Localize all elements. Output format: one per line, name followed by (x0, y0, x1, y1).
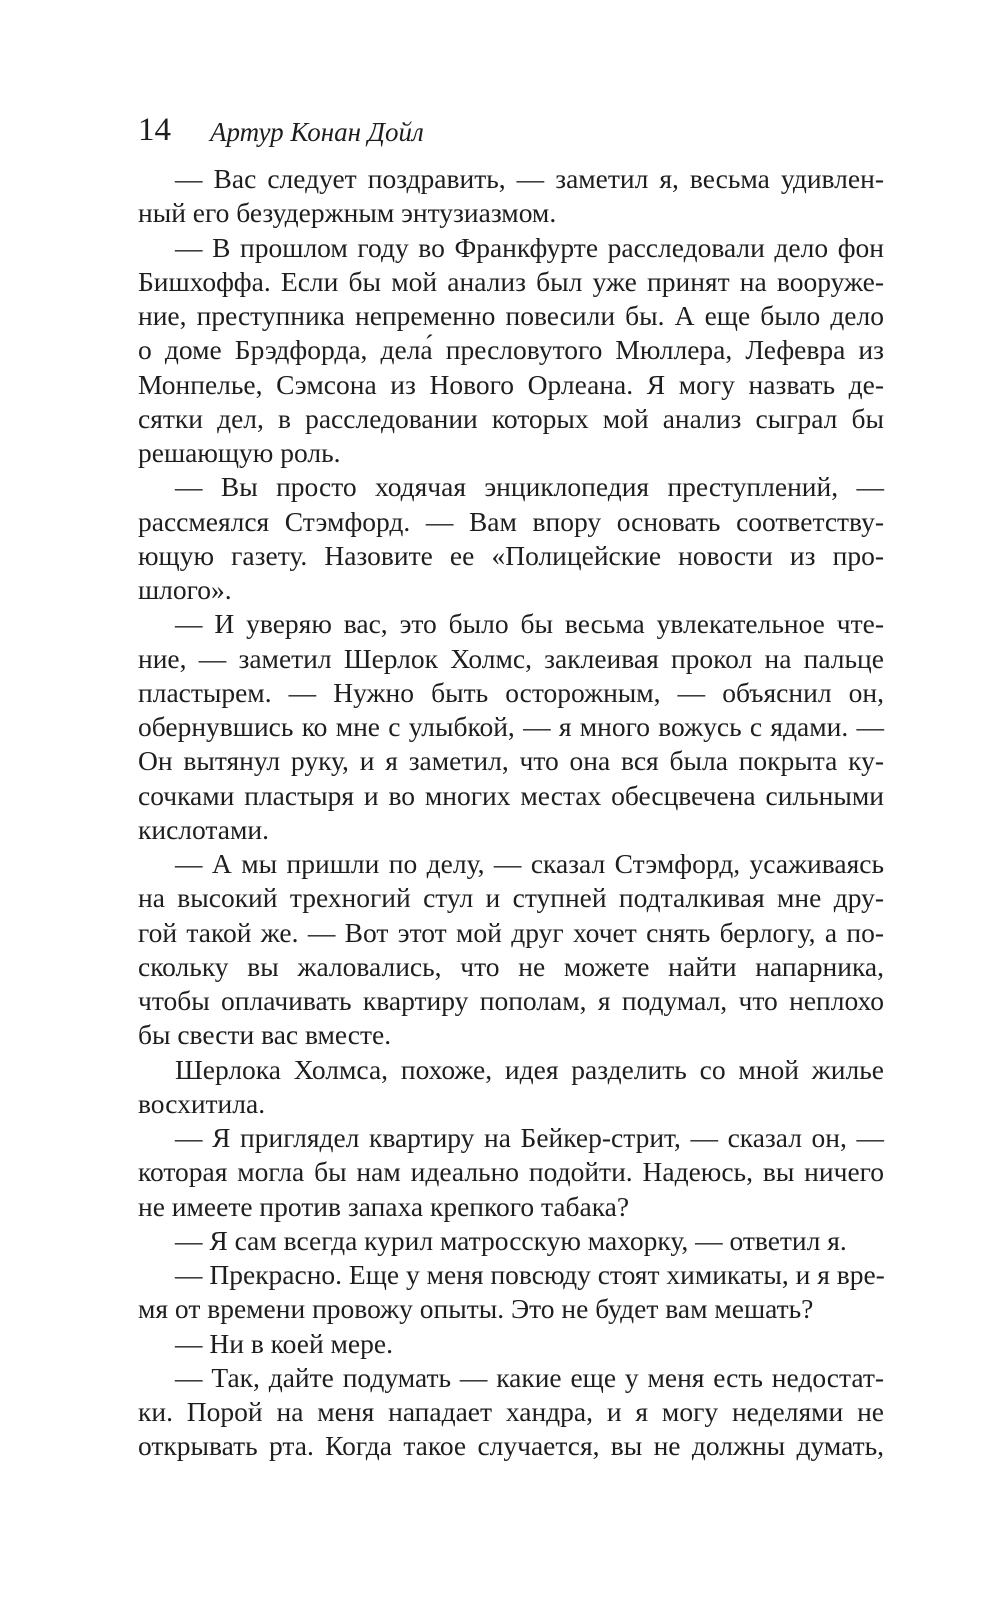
body-text (138, 162, 884, 1464)
text-line: шлого». (138, 574, 232, 605)
text-line: ние, — заметил Шерлок Холмс, заклеивая прокол на пальце (138, 642, 884, 674)
text-line: на высокий трехногий стул и ступней подталкивая мне дру- (138, 882, 884, 914)
text-line: — Я сам всегда курил матросскую махорку, — ответил я. (175, 1224, 847, 1256)
text-line: — Ни в коей мере. (175, 1327, 393, 1359)
text-line: — Я приглядел квартиру на Бейкер-стрит, — сказал он, — (175, 1122, 884, 1153)
text-line: обернувшись ко мне с улыбкой, — я много вожусь с ядами. — (138, 711, 884, 742)
text-line: Он вытянул руку, и я заметил, что она вся была покрыта ку- (138, 745, 884, 777)
text-line: кислотами. (138, 813, 269, 845)
text-line: — Вас следует поздравить, — заметил я, весьма удивлен- (175, 163, 884, 194)
text-line: Бишхоффа. Если бы мой анализ был уже принят на вооруже- (138, 265, 884, 297)
text-line: Шерлока Холмса, похоже, идея разделить со мной жилье (175, 1053, 884, 1085)
text-line: сочками пластыря и во многих местах обесцвечена сильными (138, 779, 884, 811)
text-line: ки. Порой на меня нападает хандра, и я могу неделями не (138, 1396, 884, 1427)
text-line: — Вы просто ходячая энциклопедия преступлений, — (175, 471, 884, 503)
text-line: ние, преступника непременно повесили бы. А еще было дело (138, 300, 884, 331)
text-line: о доме Брэдфорда, дела́ пресловутого Мюллера, Лефевра из (138, 334, 884, 366)
text-line: не имеете против запаха крепкого табака? (138, 1190, 630, 1222)
text-line: рассмеялся Стэмфорд. — Вам впору основать соответству- (138, 505, 884, 537)
text-line: восхитила. (138, 1087, 266, 1119)
text-line: — И уверяю вас, это было бы весьма увлекательное чте- (175, 608, 884, 640)
text-line: пластырем. — Нужно быть осторожным, — объяснил он, (138, 676, 884, 708)
text-line: которая могла бы нам идеально подойти. Надеюсь, вы ничего (138, 1156, 884, 1188)
text-line: — Так, дайте подумать — какие еще у меня есть недостат- (175, 1361, 884, 1393)
text-line: мя от времени провожу опыты. Это не будет вам мешать? (138, 1293, 814, 1325)
page-header (138, 106, 898, 154)
text-line: гой такой же. — Вот этот мой друг хочет снять берлогу, а по- (138, 916, 884, 948)
text-line: бы свести вас вместе. (138, 1019, 392, 1051)
page-number: 14 (138, 112, 171, 148)
text-line: скольку вы жаловались, что не можете найти напарника, (138, 950, 884, 982)
text-line: ный его безудержным энтузиазмом. (138, 197, 557, 229)
text-line: Монпелье, Сэмсона из Нового Орлеана. Я могу назвать де- (138, 368, 884, 400)
text-line: ющую газету. Назовите ее «Полицейские новости из про- (138, 539, 884, 571)
text-line: чтобы оплачивать квартиру пополам, я подумал, что неплохо (138, 985, 884, 1016)
text-line: решающую роль. (138, 437, 341, 468)
text-line: сятки дел, в расследовании которых мой анализ сыграл бы (138, 402, 884, 434)
text-line: — А мы пришли по делу, — сказал Стэмфорд, усаживаясь (175, 848, 884, 879)
text-line: — В прошлом году во Франкфурте расследовали дело фон (175, 231, 884, 263)
text-line: открывать рта. Когда такое случается, вы не должны думать, (138, 1430, 884, 1462)
text-line: — Прекрасно. Еще у меня повсюду стоят химикаты, и я вре- (175, 1259, 885, 1290)
running-head-author: Артур Конан Дойл (210, 117, 424, 147)
